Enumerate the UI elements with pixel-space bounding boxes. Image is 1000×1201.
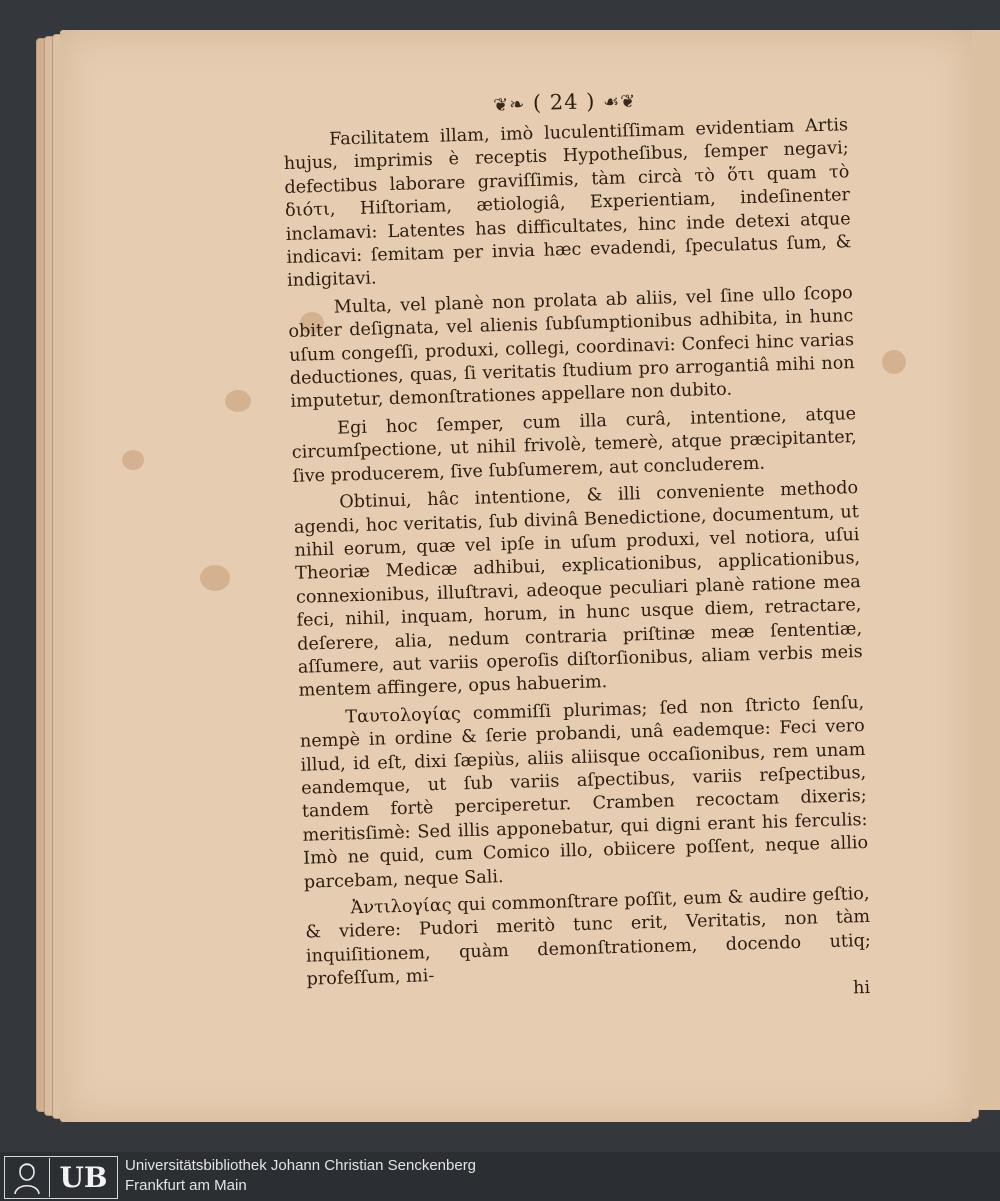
paragraph: Multa, vel planè non prolata ab aliis, vel ſine ullo ſcopo obiter deſignata, vel alienis ſubſumptionibus adhibita, in hunc uſum congeſſi, produxi, collegi, coordinavi: Confeci hinc varias deductiones, quas, ſi veritatis ſtudium pro arrogantiâ mihi non imputetur, demonſtrationes appellare non dubito. [288,282,855,413]
footer-bar [0,1152,1000,1201]
paper-stain [882,350,906,374]
paper-stain [200,565,230,591]
institution-name: Universitätsbibliothek Johann Christian Senckenberg [125,1157,477,1174]
paragraph: Obtinui, hâc intentione, & illi conveniente methodo agendi, hoc veritatis, ſub divinâ Benedictione, documentum, ut nihil eorum, quæ vel ipſe in uſum produxi, vel notiora, uſui Theoriæ Medicæ adhibui, explicationibus, applicationibus, connexionibus, illuſtravi, adeoque peculiari planè ratione mea feci, nihil, inquam, horum, in hunc usque diem, retractare, deſerere, alia, nedum contraria priſtinæ meæ ſententiæ, aſſumere, aut variis operoſis diſtorſionibus, aliam verbis meis mentem affingere, opus habuerim. [293,478,863,702]
catchword: hi [852,977,871,999]
text-block [282,82,872,1014]
page-number: ( 24 ) [532,89,596,115]
paper-stain [122,450,144,470]
paragraph: Ταυτολογίας commiſſi plurimas; ſed non ſtricto ſenſu, nempè in ordine & ſerie probandi, unâ eademque: Feci vero illud, id eſt, dixi ſæpiùs, aliis aliisque occaſionibus, rem unam eandemque, ut ſub variis aſpectibus, variis reſpectibus, tandem fortè perciperetur. Cramben recoctam dixeris; meritisſimè: Sed illis apponebatur, qui digni erant his ferculis: Imò ne quid, cum Comico illo, obiicere poſſent, neque allio parcebam, neque Sali. [299,692,869,893]
paragraph: Facilitatem illam, imò luculentiſſimam evidentiam Artis hujus, imprimis è receptis Hypotheſibus, ſemper negavi; defectibus laborare graviſſimis, tàm circà τὸ ὅτι quam τὸ διότι, Hiſtoriam, ætiologiâ, Experientiam, indeſinenter inclamavi: Latentes has difficultates, hinc inde detexi atque indicavi: ſemitam per invia hæc evadendi, ſpeculatus ſum, & indigitavi. [283,115,852,292]
portrait-icon [5,1158,50,1197]
paragraph: Egi hoc ſemper, cum illa curâ, intentione, atque circumſpectione, ut nihil frivolè, temerè, atque præcipitanter, ſive producerem, ſive ſubſumerem, aut concluderem. [291,403,857,487]
library-logo[interactable] [4,1156,118,1199]
paper-stain [225,390,251,412]
ornament-left-icon: ❦❧ [492,94,526,117]
paragraph: Ἀντιλογίας qui commonſtrare poſſit, eum & audire geſtio, & videre: Pudori meritò tunc erit, Veritatis, non tàm inquiſitionem, quàm demonſtrationem, docendo utiq; profeſſum, mi- [305,883,872,990]
institution-city: Frankfurt am Main [125,1177,247,1194]
logo-text: UB [59,1161,108,1194]
ornament-right-icon: ☙❦ [602,91,637,114]
